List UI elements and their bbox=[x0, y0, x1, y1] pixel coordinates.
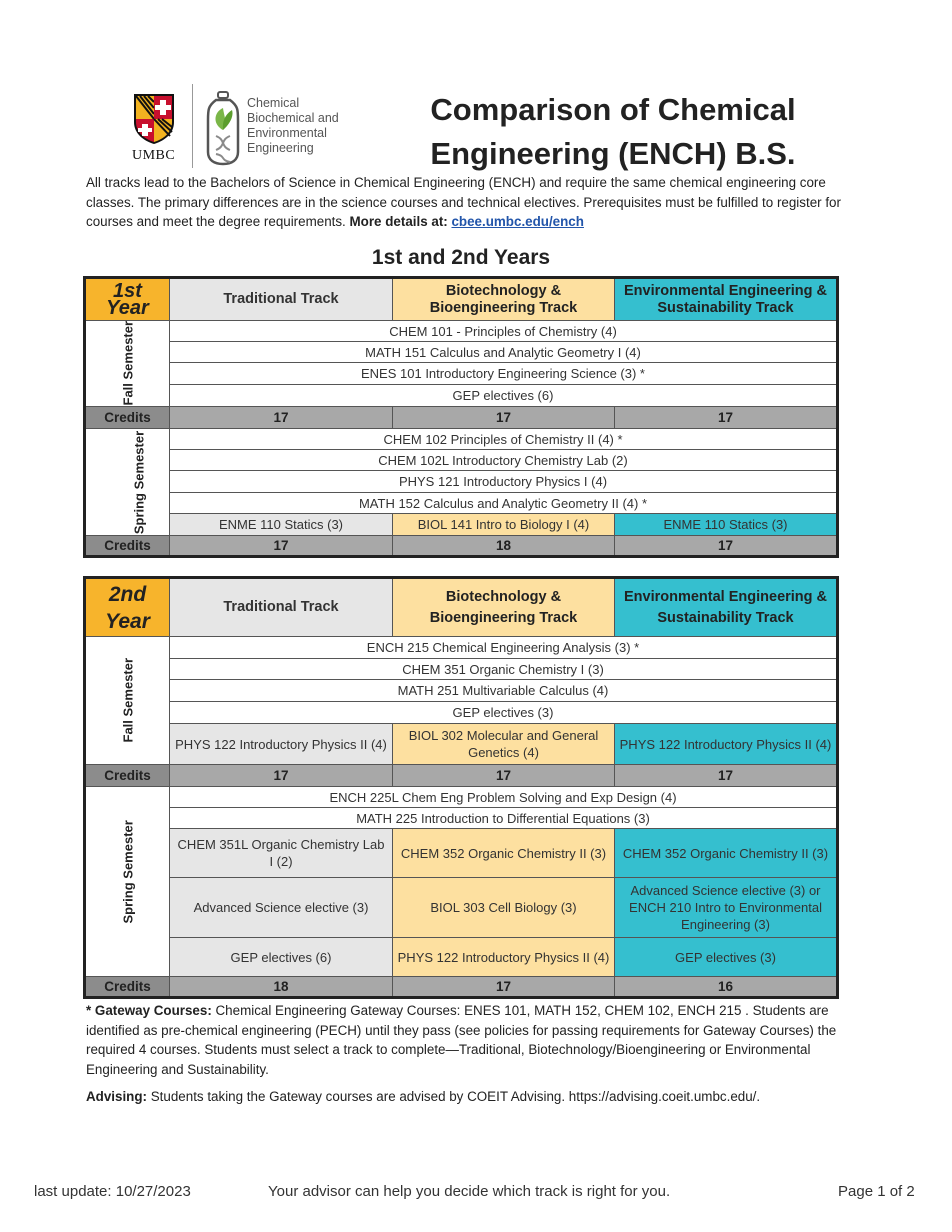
course-cell: PHYS 122 Introductory Physics II (4) bbox=[170, 724, 393, 765]
course-cell: BIOL 141 Intro to Biology I (4) bbox=[393, 514, 615, 536]
gateway-footnote bbox=[86, 1001, 846, 1079]
umbc-wordmark: UMBC bbox=[132, 148, 176, 163]
credits-value: 16 bbox=[615, 977, 838, 998]
year2-header-row bbox=[85, 578, 838, 637]
bio-track-header: Biotechnology & Bioengineering Track bbox=[393, 578, 615, 637]
course-cell: CHEM 352 Organic Chemistry II (3) bbox=[393, 829, 615, 878]
course-cell: Advanced Science elective (3) or ENCH 210 Intro to Environmental Engineering (3) bbox=[615, 878, 838, 938]
flask-leaf-icon bbox=[206, 90, 240, 166]
env-track-header: Environmental Engineering & Sustainability Track bbox=[615, 278, 838, 321]
table-row bbox=[85, 450, 838, 471]
last-update: last update: 10/27/2023 bbox=[34, 1183, 191, 1200]
credits-value: 18 bbox=[170, 977, 393, 998]
course-cell: CHEM 351L Organic Chemistry Lab I (2) bbox=[170, 829, 393, 878]
course-cell: MATH 225 Introduction to Differential Equations (3) bbox=[170, 808, 838, 829]
year2-table bbox=[83, 576, 839, 999]
credits-value: 17 bbox=[393, 765, 615, 787]
page-number: Page 1 of 2 bbox=[838, 1183, 915, 1200]
credits-row bbox=[85, 977, 838, 998]
course-cell: CHEM 102L Introductory Chemistry Lab (2) bbox=[170, 450, 838, 471]
fall-semester-cell bbox=[85, 321, 170, 407]
credits-label: Credits bbox=[85, 977, 170, 998]
credits-value: 17 bbox=[170, 536, 393, 557]
table-row bbox=[85, 493, 838, 514]
course-cell: ENME 110 Statics (3) bbox=[170, 514, 393, 536]
course-cell: MATH 152 Calculus and Analytic Geometry II (4) * bbox=[170, 493, 838, 514]
bio-track-header: Biotechnology & Bioengineering Track bbox=[393, 278, 615, 321]
year1-table bbox=[83, 276, 839, 558]
course-cell: PHYS 121 Introductory Physics I (4) bbox=[170, 471, 838, 493]
credits-value: 18 bbox=[393, 536, 615, 557]
course-cell: BIOL 303 Cell Biology (3) bbox=[393, 878, 615, 938]
spring-semester-cell bbox=[85, 429, 170, 536]
traditional-track-header: Traditional Track bbox=[170, 278, 393, 321]
course-cell: ENES 101 Introductory Engineering Science (3) * bbox=[170, 363, 838, 385]
credits-value: 17 bbox=[170, 407, 393, 429]
document-title: Comparison of Chemical Engineering (ENCH) B.S. bbox=[430, 92, 796, 171]
logo-divider bbox=[192, 84, 193, 168]
table-row bbox=[85, 637, 838, 659]
advising-note bbox=[86, 1087, 846, 1107]
credits-value: 17 bbox=[393, 977, 615, 998]
course-cell: ENME 110 Statics (3) bbox=[615, 514, 838, 536]
table-row bbox=[85, 321, 838, 342]
year1-label: 1st Year bbox=[85, 278, 170, 321]
footnote-label: * Gateway Courses: bbox=[86, 1003, 212, 1018]
section-heading: 1st and 2nd Years bbox=[371, 246, 551, 269]
advisor-note: Your advisor can help you decide which track is right for you. bbox=[268, 1183, 671, 1200]
table-row bbox=[85, 659, 838, 680]
credits-value: 17 bbox=[615, 765, 838, 787]
course-cell: GEP electives (6) bbox=[170, 938, 393, 977]
table-row bbox=[85, 829, 838, 878]
course-cell: GEP electives (6) bbox=[170, 385, 838, 407]
advising-text: Students taking the Gateway courses are advised by COEIT Advising. https://advising.coeit.umbc.edu/. bbox=[150, 1089, 761, 1104]
course-cell: GEP electives (3) bbox=[615, 938, 838, 977]
course-cell: MATH 151 Calculus and Analytic Geometry I (4) bbox=[170, 342, 838, 363]
env-track-header: Environmental Engineering & Sustainability Track bbox=[615, 578, 838, 637]
table-row bbox=[85, 385, 838, 407]
course-cell: CHEM 102 Principles of Chemistry II (4) * bbox=[170, 429, 838, 450]
course-cell: ENCH 225L Chem Eng Problem Solving and Exp Design (4) bbox=[170, 787, 838, 808]
table-row bbox=[85, 938, 838, 977]
traditional-track-header: Traditional Track bbox=[170, 578, 393, 637]
course-cell: CHEM 351 Organic Chemistry I (3) bbox=[170, 659, 838, 680]
credits-row bbox=[85, 765, 838, 787]
credits-row bbox=[85, 407, 838, 429]
credits-row bbox=[85, 536, 838, 557]
logo-area bbox=[130, 84, 360, 170]
intro-text: All tracks lead to the Bachelors of Science in Chemical Engineering (ENCH) and require the same chemical engineering core classes. The primary differences are in the science courses and technical electives. Prerequisites must be fulfilled to register for courses and meet the degree requirements. bbox=[86, 175, 841, 229]
year2-label: 2nd Year bbox=[85, 578, 170, 637]
credits-label: Credits bbox=[85, 536, 170, 557]
course-cell: Advanced Science elective (3) bbox=[170, 878, 393, 938]
table-row bbox=[85, 471, 838, 493]
credits-label: Credits bbox=[85, 765, 170, 787]
credits-value: 17 bbox=[615, 407, 838, 429]
table-row bbox=[85, 808, 838, 829]
course-cell: GEP electives (3) bbox=[170, 702, 838, 724]
year1-header-row bbox=[85, 278, 838, 321]
course-cell: BIOL 302 Molecular and General Genetics (4) bbox=[393, 724, 615, 765]
semester-label: Spring Semester bbox=[120, 820, 136, 924]
table-row bbox=[85, 787, 838, 808]
table-row bbox=[85, 878, 838, 938]
intro-paragraph bbox=[86, 173, 846, 232]
department-name: Chemical Biochemical and Environmental Engineering bbox=[247, 96, 339, 155]
advising-label: Advising: bbox=[86, 1089, 148, 1104]
course-cell: PHYS 122 Introductory Physics II (4) bbox=[393, 938, 615, 977]
credits-value: 17 bbox=[393, 407, 615, 429]
table-row bbox=[85, 680, 838, 702]
table-row bbox=[85, 724, 838, 765]
fall-semester-cell bbox=[85, 637, 170, 765]
spring-semester-cell bbox=[85, 787, 170, 977]
course-cell: ENCH 215 Chemical Engineering Analysis (3) * bbox=[170, 637, 838, 659]
table-row bbox=[85, 429, 838, 450]
credits-value: 17 bbox=[170, 765, 393, 787]
semester-label: Spring Semester bbox=[131, 430, 147, 534]
semester-label: Fall Semester bbox=[120, 657, 136, 743]
semester-label: Fall Semester bbox=[120, 320, 136, 406]
table-row bbox=[85, 514, 838, 536]
details-link[interactable]: cbee.umbc.edu/ench bbox=[451, 214, 584, 229]
course-cell: CHEM 101 - Principles of Chemistry (4) bbox=[170, 321, 838, 342]
credits-label: Credits bbox=[85, 407, 170, 429]
more-details-label: More details at: bbox=[349, 214, 448, 229]
credits-value: 17 bbox=[615, 536, 838, 557]
course-cell: PHYS 122 Introductory Physics II (4) bbox=[615, 724, 838, 765]
footnote-text: Chemical Engineering Gateway Courses: ENES 101, MATH 152, CHEM 102, ENCH 215 . Students are identified as pre-chemical engineering (PECH) until they pass (see policies for passing requirements for Gateway Courses) the required 4 courses. Students must select a track to complete—Traditional, Biotechnology/Bioengineering or Environmental Engineering and Sustainability. bbox=[86, 1003, 837, 1077]
course-cell: CHEM 352 Organic Chemistry II (3) bbox=[615, 829, 838, 878]
course-cell: MATH 251 Multivariable Calculus (4) bbox=[170, 680, 838, 702]
table-row bbox=[85, 342, 838, 363]
umbc-shield-icon bbox=[130, 92, 178, 146]
table-row bbox=[85, 702, 838, 724]
table-row bbox=[85, 363, 838, 385]
